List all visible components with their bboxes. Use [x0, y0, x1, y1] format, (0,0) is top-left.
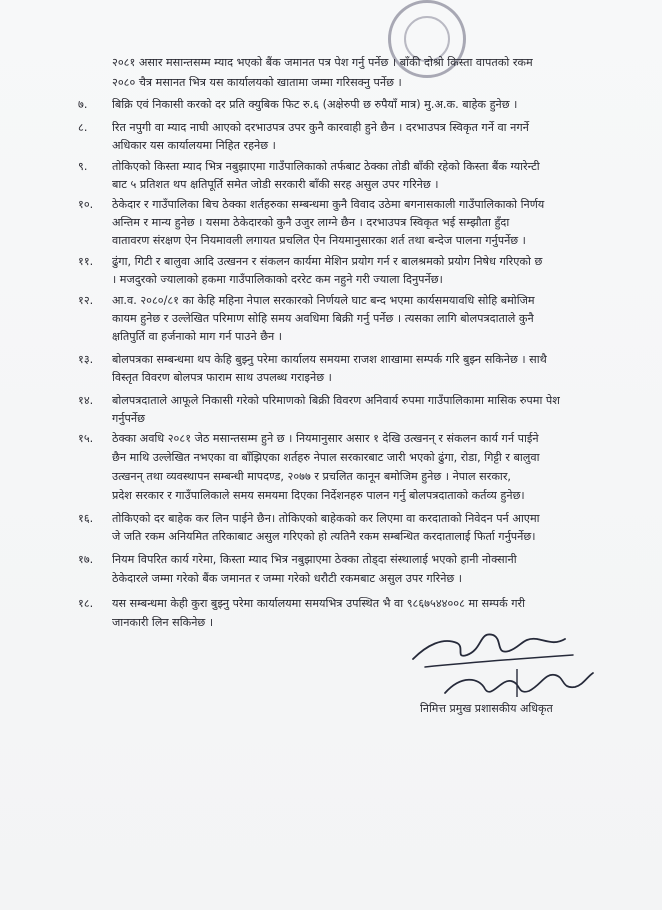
item-text-line: बाट ५ प्रतिशत थप क्षतिपूर्ति समेत जोडी सरकारी बाँकी सरह असुल उपर गरिनेछ । — [112, 178, 439, 191]
item-text-line: बोलपत्रका सम्बन्धमा थप केहि बुझ्नु परेमा कार्यालय समयमा राजश शाखामा सम्पर्क गरि बुझ्न सकिनेछ । साथै — [112, 353, 547, 366]
item-number: ८. — [78, 121, 88, 134]
item-text-line: यस सम्बन्धमा केही कुरा बुझ्नु परेमा कार्यालयमा समयभित्र उपस्थित भै वा ९८६७५४४००८ मा सम्पर्क गरी — [112, 597, 526, 610]
item-number: ९. — [78, 160, 88, 173]
item-text-line: ढुंगा, गिटी र बालुवा आदि उत्खनन र संकलन कार्यमा मेशिन प्रयोग गर्न र बालश्रमको प्रयोग निषेध गरिएको छ — [112, 255, 543, 268]
item-text-line: ठेकेदारले जम्मा गरेको बैंक जमानत र जम्मा गरेको धरौटी रकमबाट असुल उपर गरिनेछ । — [112, 572, 463, 585]
item-text-line: तोकिएको दर बाहेक कर लिन पाईने छैन। तोकिएको बाहेकको कर लिएमा वा करदाताको निवेदन पर्न आएमा — [112, 512, 540, 525]
intro-line-2: २०८० चैत्र मसानत भित्र यस कार्यालयको खातामा जम्मा गरिसक्नु पर्नेछ । — [112, 76, 402, 89]
item-number: ११. — [78, 255, 94, 268]
item-text-line: अधिकार यस कार्यालयमा निहित रहनेछ । — [112, 139, 276, 152]
item-text-line: आ.व. २०८०/८१ का केहि महिना नेपाल सरकारको निर्णयले घाट बन्द भएमा कार्यसमयावधि सोहि बमोजिम — [112, 294, 535, 307]
item-number: १०. — [78, 198, 94, 211]
item-number: १८. — [78, 597, 94, 610]
intro-line-1: २०८१ असार मसान्तसम्म म्याद भएको बैंक जमानत पत्र पेश गर्नु पर्नेछ । बाँकी दोश्रो किस्ता वापतको रकम — [112, 56, 533, 69]
item-text-line: उत्खनन् तथा व्यवस्थापन सम्बन्धी मापदण्ड, २०७७ र प्रचलित कानून बमोजिम हुनेछ । नेपाल सरकार, — [112, 470, 511, 483]
item-text-line: ठेकेदार र गाउँपालिका बिच ठेक्का शर्तहरुका सम्बन्धमा कुनै विवाद उठेमा बगनासकाली गाउँपालिकाको निर्णय — [112, 198, 545, 211]
handwritten-signature — [405, 615, 605, 700]
item-number: १५. — [78, 432, 94, 445]
item-text-line: रित नपुगी वा म्याद नाघी आएको दरभाउपत्र उपर कुनै कारवाही हुने छैन । दरभाउपत्र स्विकृत गर्ने वा नगर्ने — [112, 121, 529, 134]
item-text-line: वातावरण संरक्षण ऐन नियमावली लगायत प्रचलित ऐन नियमानुसारका शर्त तथा बन्देज पालना गर्नुपर्नेछ । — [112, 234, 526, 247]
item-text-line: बोलपत्रदाताले आफूले निकासी गरेको परिमाणको बिक्री विवरण अनिवार्य रुपमा गाउँपालिकामा मासिक रुपमा पेश — [112, 394, 560, 407]
item-text-line: तोकिएको किस्ता म्याद भित्र नबुझाएमा गाउँपालिकाको तर्फबाट ठेक्का तोडी बाँकी रहेको किस्ता बैंक ग्यारेन्टी — [112, 160, 540, 173]
item-number: १६. — [78, 512, 94, 525]
item-text-line: नियम विपरित कार्य गरेमा, किस्ता म्याद भित्र नबुझाएमा ठेक्का तोड्दा संस्थालाई भएको हानी नोक्सानी — [112, 553, 517, 566]
item-text-line: गर्नुपर्नेछ — [112, 412, 145, 425]
item-text-line: । मजदुरको ज्यालाको हकमा गाउँपालिकाको दररेट कम नहुने गरी ज्याला दिनुपर्नेछ। — [112, 273, 443, 286]
item-text-line: विस्तृत विवरण बोलपत्र फाराम साथ उपलब्ध गराइनेछ । — [112, 371, 332, 384]
item-number: ७. — [78, 98, 88, 111]
item-text-line: जे जति रकम अनियमित तरिकाबाट असुल गरिएको हो त्यतिनै रकम सम्बन्धित करदातालाई फिर्ता गर्नुपर्नेछ। — [112, 530, 536, 543]
item-number: १४. — [78, 394, 94, 407]
item-number: १२. — [78, 294, 94, 307]
item-text-line: बिक्रि एवं निकासी करको दर प्रति क्युबिक फिट रु.६ (अक्षेरुपी छ रुपैयाँ मात्र) मु.अ.क. बाहेक हुनेछ । — [112, 98, 518, 111]
signatory-designation: निमित्त प्रमुख प्रशासकीय अधिकृत — [420, 702, 553, 715]
item-text-line: ठेक्का अवधि २०८१ जेठ मसान्तसम्म हुने छ । नियमानुसार असार १ देखि उत्खनन् र संकलन कार्य गर्न पाईने — [112, 432, 539, 445]
item-number: १७. — [78, 553, 94, 566]
item-text-line: छैन माथि उल्लेखित नभएका वा बाँझिएका शर्तहरु नेपाल सरकारबाट जारी भएको ढुंगा, रोडा, गिट्टी र बालुवा — [112, 451, 540, 464]
item-text-line: प्रदेश सरकार र गाउँपालिकाले समय समयमा दिएका निर्देशनहरु पालन गर्नु बोलपत्रदाताको कर्तव्य हुनेछ। — [112, 489, 525, 502]
item-text-line: जानकारी लिन सकिनेछ । — [112, 616, 214, 629]
item-text-line: क्षतिपुर्ति वा हर्जनाको माग गर्न पाउने छैन । — [112, 330, 283, 343]
item-number: १३. — [78, 353, 94, 366]
item-text-line: अन्तिम र मान्य हुनेछ । यसमा ठेकेदारको कुनै उजुर लाग्ने छैन । दरभाउपत्र स्विकृत भई सम्झौता हुँदा — [112, 216, 510, 229]
item-text-line: कायम हुनेछ र उल्लेखित परिमाण सोहि समय अवधिमा बिक्री गर्नु पर्नेछ । त्यसका लागि बोलपत्रदाताले कुनै — [112, 312, 534, 325]
